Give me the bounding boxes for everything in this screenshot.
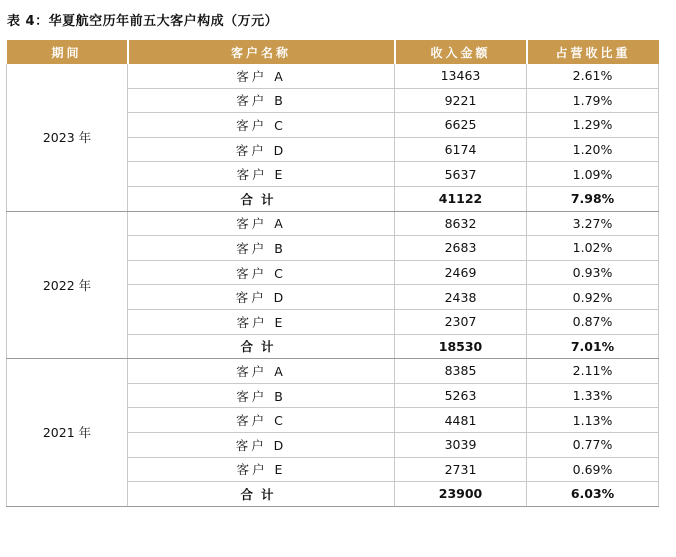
revenue-share-cell: 2.11% [527,359,659,384]
header-customer-name: 客户名称 [128,40,395,64]
revenue-amount-cell: 13463 [395,64,527,88]
customer-name-cell: 客户 A [128,64,395,88]
table-row [7,211,659,236]
revenue-amount-cell: 2307 [395,309,527,334]
revenue-amount-cell: 8385 [395,359,527,384]
customer-name-cell: 客户 E [128,309,395,334]
customer-name-cell: 客户 B [128,88,395,113]
revenue-share-cell: 2.61% [527,64,659,88]
table-row [7,359,659,384]
period-cell: 2022 年 [7,211,128,359]
customer-name-cell: 客户 D [128,137,395,162]
header-period: 期间 [7,40,128,64]
header-revenue-amount: 收入金额 [395,40,527,64]
customer-name-cell: 合计 [128,482,395,507]
table-title: 表 4：华夏航空历年前五大客户构成（万元） [7,14,279,29]
revenue-share-cell: 0.87% [527,309,659,334]
revenue-share-cell: 1.09% [527,162,659,187]
customer-table [6,40,659,507]
table-row [7,64,659,88]
revenue-amount-cell: 6625 [395,113,527,138]
revenue-amount-cell: 2731 [395,457,527,482]
revenue-amount-cell: 3039 [395,432,527,457]
revenue-amount-cell: 23900 [395,482,527,507]
customer-name-cell: 客户 B [128,236,395,261]
revenue-amount-cell: 2438 [395,285,527,310]
revenue-amount-cell: 5263 [395,383,527,408]
customer-name-cell: 合计 [128,334,395,359]
customer-name-cell: 客户 D [128,432,395,457]
revenue-share-cell: 0.77% [527,432,659,457]
revenue-share-cell: 1.79% [527,88,659,113]
customer-name-cell: 客户 E [128,457,395,482]
customer-name-cell: 客户 B [128,383,395,408]
customer-name-cell: 客户 D [128,285,395,310]
revenue-share-cell: 1.02% [527,236,659,261]
revenue-share-cell: 7.98% [527,186,659,211]
revenue-share-cell: 3.27% [527,211,659,236]
revenue-share-cell: 1.13% [527,408,659,433]
revenue-amount-cell: 18530 [395,334,527,359]
customer-name-cell: 客户 C [128,408,395,433]
revenue-share-cell: 7.01% [527,334,659,359]
revenue-share-cell: 1.29% [527,113,659,138]
revenue-share-cell: 0.92% [527,285,659,310]
period-cell: 2023 年 [7,64,128,211]
customer-name-cell: 客户 A [128,359,395,384]
customer-name-cell: 客户 C [128,260,395,285]
revenue-amount-cell: 41122 [395,186,527,211]
header-revenue-share: 占营收比重 [527,40,659,64]
customer-name-cell: 客户 E [128,162,395,187]
customer-name-cell: 合计 [128,186,395,211]
revenue-share-cell: 6.03% [527,482,659,507]
revenue-share-cell: 0.69% [527,457,659,482]
revenue-amount-cell: 4481 [395,408,527,433]
revenue-amount-cell: 8632 [395,211,527,236]
customer-name-cell: 客户 A [128,211,395,236]
revenue-share-cell: 1.20% [527,137,659,162]
customer-name-cell: 客户 C [128,113,395,138]
period-cell: 2021 年 [7,359,128,507]
revenue-share-cell: 0.93% [527,260,659,285]
header-row [7,40,659,64]
revenue-share-cell: 1.33% [527,383,659,408]
revenue-amount-cell: 5637 [395,162,527,187]
revenue-amount-cell: 2469 [395,260,527,285]
revenue-amount-cell: 2683 [395,236,527,261]
revenue-amount-cell: 9221 [395,88,527,113]
revenue-amount-cell: 6174 [395,137,527,162]
